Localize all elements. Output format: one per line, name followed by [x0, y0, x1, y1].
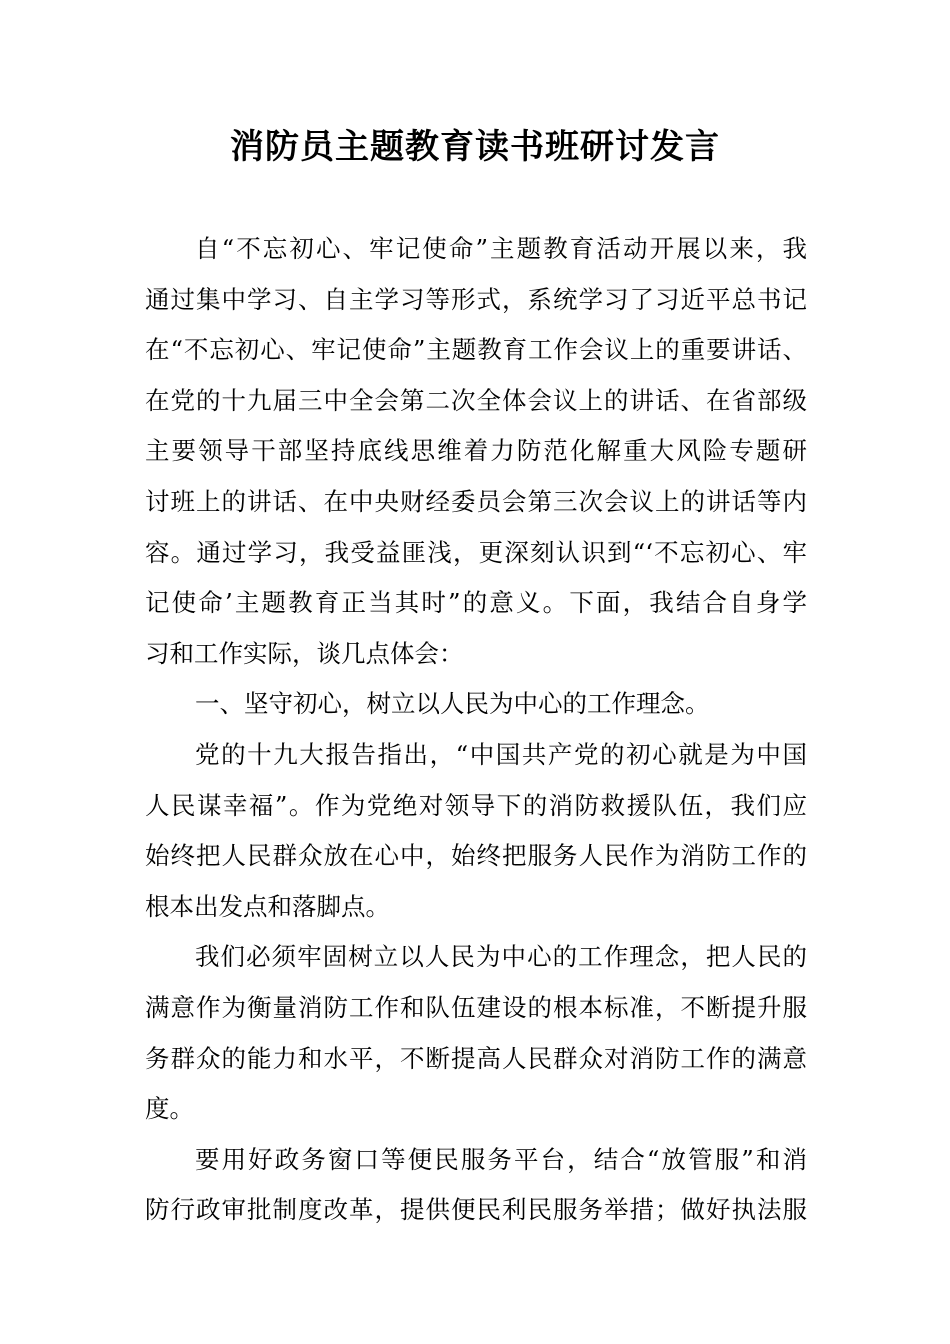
body-line: 要用好政务窗口等便民服务平台，结合“放管服”和消: [195, 1144, 807, 1174]
document-title: 消防员主题教育读书班研讨发言: [230, 127, 720, 167]
body-line: 在“不忘初心、牢记使命”主题教育工作会议上的重要讲话、: [145, 335, 807, 365]
body-line: 党的十九大报告指出，“中国共产党的初心就是为中国: [195, 739, 807, 769]
body-line: 一、坚守初心，树立以人民为中心的工作理念。: [195, 689, 710, 719]
body-line: 我们必须牢固树立以人民为中心的工作理念，把人民的: [195, 942, 807, 972]
body-line: 始终把人民群众放在心中，始终把服务人民作为消防工作的: [145, 841, 807, 871]
body-line: 自“不忘初心、牢记使命”主题教育活动开展以来，我: [195, 234, 807, 263]
body-line: 习和工作实际，谈几点体会：: [145, 638, 464, 668]
body-line: 通过集中学习、自主学习等形式，系统学习了习近平总书记: [145, 284, 807, 314]
body-line: 根本出发点和落脚点。: [145, 891, 390, 921]
body-line: 度。: [145, 1094, 194, 1124]
body-line: 主要领导干部坚持底线思维着力防范化解重大风险专题研: [145, 436, 807, 466]
body-line: 防行政审批制度改革，提供便民利民服务举措；做好执法服: [145, 1195, 807, 1225]
body-line: 务群众的能力和水平，不断提高人民群众对消防工作的满意: [145, 1043, 807, 1073]
document-body: [145, 224, 807, 1236]
body-line: 讨班上的讲话、在中央财经委员会第三次会议上的讲话等内: [145, 486, 807, 516]
body-line: 容。通过学习，我受益匪浅，更深刻认识到“‘不忘初心、牢: [145, 537, 807, 567]
body-line: 满意作为衡量消防工作和队伍建设的根本标准，不断提升服: [145, 992, 807, 1022]
body-line: 在党的十九届三中全会第二次全体会议上的讲话、在省部级: [145, 385, 807, 415]
body-line: 记使命’主题教育正当其时”的意义。下面，我结合自身学: [145, 588, 807, 618]
body-line: 人民谋幸福”。作为党绝对领导下的消防救援队伍，我们应: [145, 790, 807, 820]
